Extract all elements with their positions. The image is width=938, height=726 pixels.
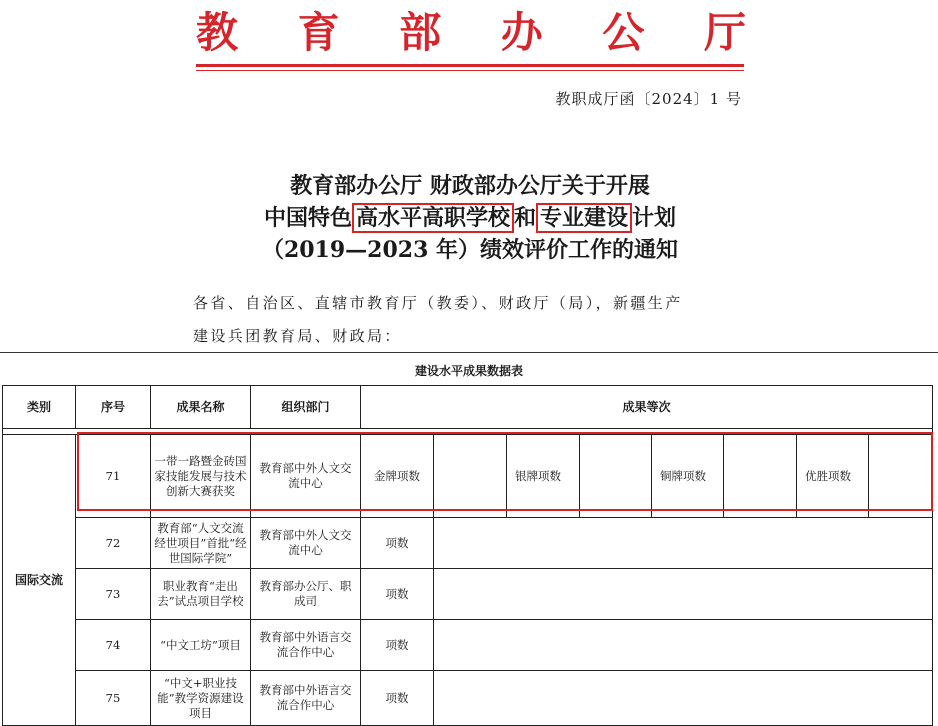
header-serial: 序号 xyxy=(76,386,151,429)
level-value-merit xyxy=(869,435,933,518)
achievement-data-table xyxy=(2,385,933,726)
serial-cell: 74 xyxy=(76,620,151,671)
title-text: 和 xyxy=(513,205,536,231)
organizer-cell: 教育部中外语言交流合作中心 xyxy=(251,620,361,671)
title-text: 中国特色 xyxy=(263,205,352,231)
table-row xyxy=(3,435,933,518)
highlighted-phrase: 专业建设 xyxy=(536,203,632,233)
count-value-cell xyxy=(434,671,933,726)
serial-cell: 72 xyxy=(76,518,151,569)
level-label-silver: 银牌项数 xyxy=(507,435,580,518)
serial-cell: 71 xyxy=(76,435,151,518)
serial-cell: 73 xyxy=(76,569,151,620)
achievement-name-cell: 一带一路暨金砖国家技能发展与技术创新大赛获奖 xyxy=(151,435,251,518)
table-row xyxy=(3,518,933,569)
notice-title-line-2 xyxy=(150,202,790,234)
achievement-name-cell: “中文工坊”项目 xyxy=(151,620,251,671)
organizer-cell: 教育部中外人文交流中心 xyxy=(251,435,361,518)
letterhead-rule-thick xyxy=(196,64,744,67)
organizer-cell: 教育部办公厅、职成司 xyxy=(251,569,361,620)
header-organizer: 组织部门 xyxy=(251,386,361,429)
category-cell: 国际交流 xyxy=(3,435,76,726)
serial-cell: 75 xyxy=(76,671,151,726)
count-label-cell: 项数 xyxy=(361,518,434,569)
section-divider xyxy=(0,352,938,353)
letterhead-char: 教 xyxy=(196,8,239,57)
level-value-gold xyxy=(434,435,507,518)
document-number: 教职成厅函〔2024〕1 号 xyxy=(555,90,742,108)
table-row xyxy=(3,569,933,620)
recipients xyxy=(193,287,683,353)
organizer-cell: 教育部中外人文交流中心 xyxy=(251,518,361,569)
letterhead-title xyxy=(196,2,746,58)
letterhead-rule-thin xyxy=(196,70,744,71)
achievement-name-cell: “中文+职业技能”教学资源建设项目 xyxy=(151,671,251,726)
count-label-cell: 项数 xyxy=(361,671,434,726)
table-row xyxy=(3,620,933,671)
organizer-cell: 教育部中外语言交流合作中心 xyxy=(251,671,361,726)
count-value-cell xyxy=(434,518,933,569)
level-value-silver xyxy=(580,435,652,518)
notice-title-line-3: （2019—2023 年）绩效评价工作的通知 xyxy=(261,237,679,263)
level-value-bronze xyxy=(724,435,797,518)
title-text: 计划 xyxy=(632,205,677,231)
letterhead-char: 办 xyxy=(500,8,543,57)
count-value-cell xyxy=(434,620,933,671)
table-row xyxy=(3,671,933,726)
notice-title xyxy=(150,170,790,266)
count-label-cell: 项数 xyxy=(361,620,434,671)
notice-title-line-1: 教育部办公厅 财政部办公厅关于开展 xyxy=(290,173,650,199)
header-category: 类别 xyxy=(3,386,76,429)
header-achievement: 成果名称 xyxy=(151,386,251,429)
achievement-name-cell: 教育部“人文交流经世项目”首批“经世国际学院” xyxy=(151,518,251,569)
letterhead-char: 厅 xyxy=(703,8,746,57)
letterhead-char: 公 xyxy=(602,8,645,57)
level-label-bronze: 铜牌项数 xyxy=(652,435,724,518)
recipients-line-1: 各省、自治区、直辖市教育厅（教委）、财政厅（局），新疆生产 xyxy=(193,294,683,312)
letterhead-char: 部 xyxy=(399,8,442,57)
level-label-gold: 金牌项数 xyxy=(361,435,434,518)
highlighted-phrase: 高水平高职学校 xyxy=(352,203,514,233)
letterhead-char: 育 xyxy=(297,8,340,57)
achievement-name-cell: 职业教育“走出去”试点项目学校 xyxy=(151,569,251,620)
table-caption: 建设水平成果数据表 xyxy=(414,364,523,378)
level-label-merit: 优胜项数 xyxy=(797,435,869,518)
count-value-cell xyxy=(434,569,933,620)
recipients-line-2: 建设兵团教育局、财政局： xyxy=(193,327,402,345)
header-level: 成果等次 xyxy=(361,386,933,429)
table-header-row xyxy=(3,386,933,429)
count-label-cell: 项数 xyxy=(361,569,434,620)
